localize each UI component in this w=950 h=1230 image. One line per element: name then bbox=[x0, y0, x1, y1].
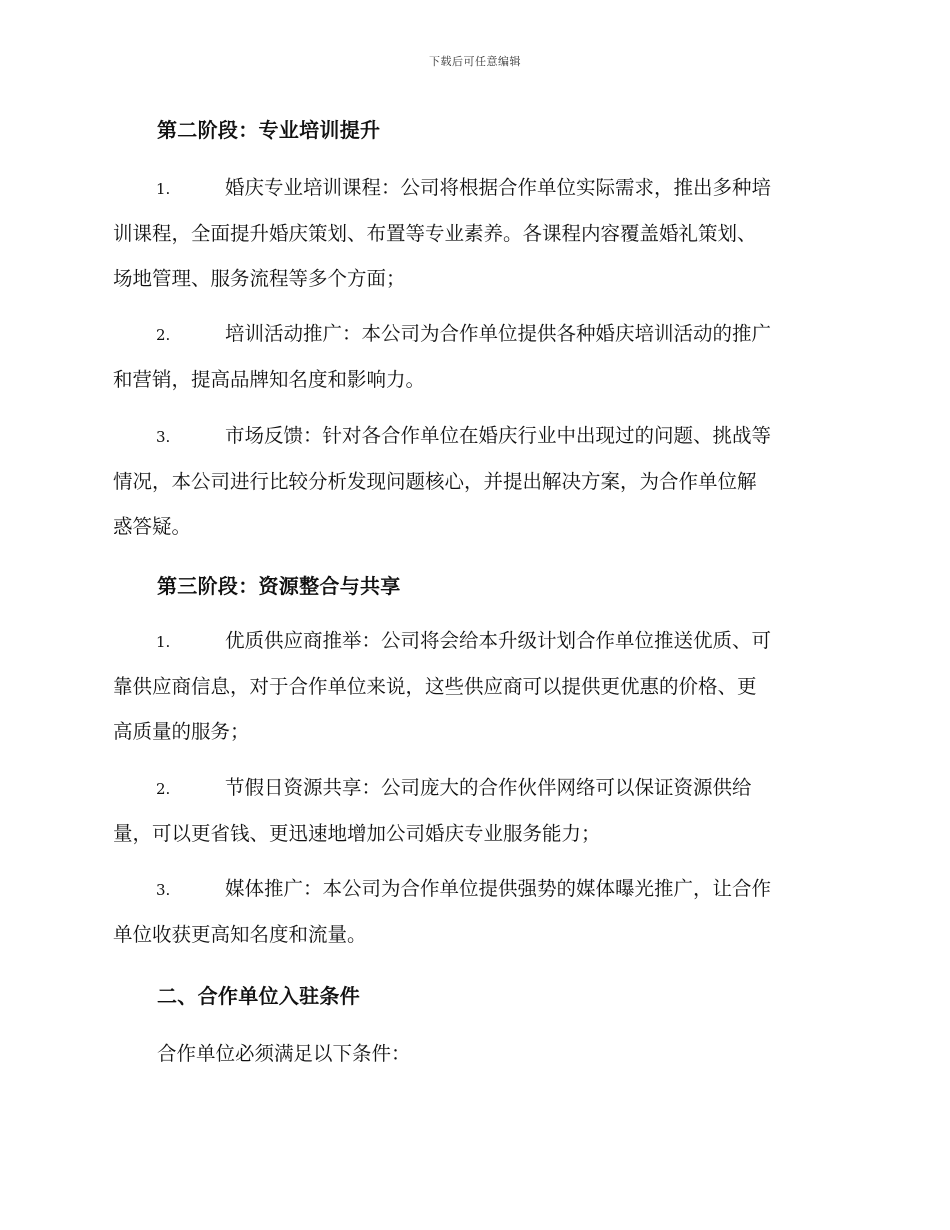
list-text-line: 培训活动推广：本公司为合作单位提供各种婚庆培训活动的推广 bbox=[225, 322, 772, 345]
list-item-stage3-2 bbox=[113, 765, 833, 856]
list-text-line: 高质量的服务； bbox=[113, 720, 250, 743]
list-number: 1. bbox=[156, 633, 171, 651]
list-text-line: 情况，本公司进行比较分析发现问题核心，并提出解决方案，为合作单位解 bbox=[113, 469, 757, 493]
list-text-line: 优质供应商推举：公司将会给本升级计划合作单位推送优质、可 bbox=[225, 629, 772, 652]
list-item-stage2-2 bbox=[113, 311, 833, 402]
list-text-line: 婚庆专业培训课程：公司将根据合作单位实际需求，推出多种培 bbox=[225, 176, 772, 199]
list-text-line: 量，可以更省钱、更迅速地增加公司婚庆专业服务能力； bbox=[113, 821, 601, 845]
section-heading-stage2: 第二阶段：专业培训提升 bbox=[157, 118, 381, 142]
list-text-line: 市场反馈：针对各合作单位在婚庆行业中出现过的问题、挑战等 bbox=[225, 424, 772, 447]
list-number: 2. bbox=[156, 780, 171, 798]
list-number: 1. bbox=[156, 180, 171, 198]
list-number: 3. bbox=[156, 428, 171, 446]
list-text-line: 场地管理、服务流程等多个方面； bbox=[113, 267, 406, 290]
section-heading-stage3: 第三阶段：资源整合与共享 bbox=[157, 574, 401, 598]
list-number: 2. bbox=[156, 326, 171, 344]
list-text-line: 单位收获更高知名度和流量。 bbox=[113, 922, 367, 946]
list-item-stage2-1 bbox=[113, 165, 833, 302]
section-intro-text: 合作单位必须满足以下条件： bbox=[157, 1042, 411, 1065]
page-header: 下载后可任意编辑 bbox=[429, 55, 521, 68]
list-text-line: 惑答疑。 bbox=[113, 515, 192, 538]
list-item-stage3-1 bbox=[113, 618, 833, 755]
list-text-line: 训课程，全面提升婚庆策划、布置等专业素养。各课程内容覆盖婚礼策划、 bbox=[113, 221, 757, 245]
list-item-stage3-3 bbox=[113, 866, 833, 957]
list-text-line: 媒体推广：本公司为合作单位提供强势的媒体曝光推广，让合作 bbox=[225, 877, 772, 900]
section-heading-entry-conditions: 二、合作单位入驻条件 bbox=[157, 984, 360, 1008]
list-number: 3. bbox=[156, 881, 171, 899]
list-text-line: 靠供应商信息，对于合作单位来说，这些供应商可以提供更优惠的价格、更 bbox=[113, 674, 757, 698]
list-text-line: 节假日资源共享：公司庞大的合作伙伴网络可以保证资源供给 bbox=[225, 776, 752, 799]
list-text-line: 和营销，提高品牌知名度和影响力。 bbox=[113, 367, 426, 391]
list-item-stage2-3 bbox=[113, 413, 833, 550]
